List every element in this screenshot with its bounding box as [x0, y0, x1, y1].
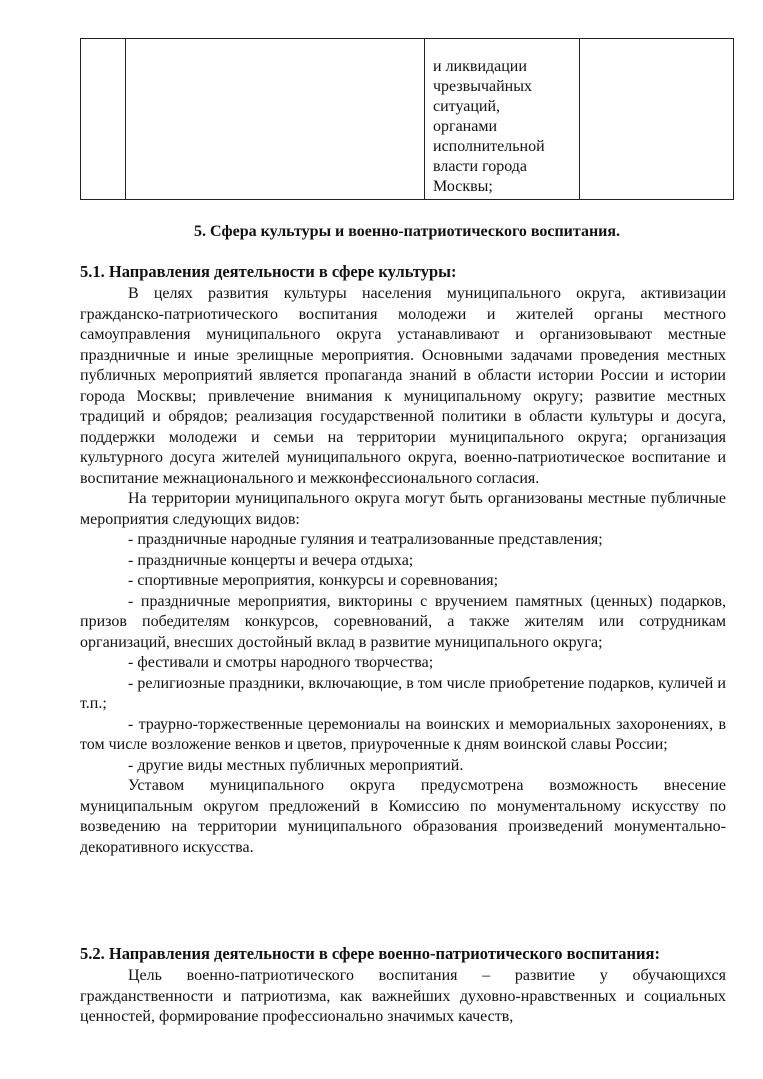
subsection-5-2-body: [80, 966, 726, 1028]
subsection-5-1-body: [80, 284, 726, 858]
cell-line: и ликвидации: [433, 58, 527, 75]
section-title: 5. Сфера культуры и военно-патриотического воспитания.: [193, 223, 621, 240]
list-item: - траурно-торжественные церемониалы на воинских и мемориальных захоронениях, в том числе возложение венков и цветов, приуроченные к дням воинской славы России;: [80, 715, 726, 753]
cell-text: [425, 39, 579, 197]
cell-line: исполнительной: [433, 138, 545, 155]
list-item: - праздничные концерты и вечера отдыха;: [128, 551, 414, 569]
paragraph: В целях развития культуры населения муниципального округа, активизации гражданско-патриотического воспитания молодежи и жителей органы местного самоуправления муниципального округа устанавливают и организовывают местные праздничные и иные зрелищные мероприятия. Основными задачами проведения местных публичных мероприятий является пропаганда знаний в области истории России и истории города Москвы; привлечение внимания к муниципальному округу; развитие местных традиций и обрядов; реализация государственной политики в области культуры и досуга, поддержки молодежи и семьи на территории муниципального округа; организация культурного досуга жителей муниципального округа, военно-патриотическое воспитание и воспитание межнационального и межконфессионального согласия.: [80, 285, 726, 487]
table-row: [81, 39, 734, 200]
list-item: - праздничные народные гуляния и театрализованные представления;: [128, 531, 603, 548]
list-item: - праздничные мероприятия, викторины с вручением памятных (ценных) подарков, призов победителям конкурсов, соревнований, а также жителям или сотрудникам организаций, внесших достойный вклад в развитие муниципального округа;: [80, 592, 726, 651]
cell-line: власти города: [433, 158, 528, 175]
subsection-title-5-1: 5.1. Направления деятельности в сфере культуры:: [80, 262, 457, 281]
paragraph: Цель военно-патриотического воспитания – развитие у обучающихся гражданственности и патриотизма, как важнейших духовно-нравственных и социальных ценностей, формирование профессионально значимых качеств,: [80, 967, 726, 1025]
paragraph: На территории муниципального округа могут быть организованы местные публичные мероприятия следующих видов:: [80, 490, 726, 528]
subsection-title-5-2: 5.2. Направления деятельности в сфере военно-патриотического воспитания:: [80, 944, 660, 963]
list-item: - фестивали и смотры народного творчества;: [128, 654, 434, 671]
table-cell-activity: [126, 39, 425, 200]
table-cell-notes: [580, 39, 734, 200]
list-item: - религиозные праздники, включающие, в том числе приобретение подарков, куличей и т.п.;: [80, 674, 726, 712]
cell-line: ситуаций,: [433, 98, 501, 115]
table-cell-number: [81, 39, 126, 200]
cell-line: чрезвычайных: [433, 78, 532, 95]
cell-line: органами: [433, 118, 498, 135]
table-cell-responsible: [425, 39, 580, 200]
table-fragment: [80, 38, 734, 200]
list-item: - спортивные мероприятия, конкурсы и соревнования;: [128, 572, 499, 589]
paragraph: Уставом муниципального округа предусмотрена возможность внесение муниципальным округом предложений в Комиссию по монументальному искусству по возведению на территории муниципального образования произведений монументально-декоративного искусства.: [80, 777, 726, 856]
cell-line: Москвы;: [433, 178, 493, 195]
list-item: - другие виды местных публичных мероприятий.: [128, 756, 464, 774]
